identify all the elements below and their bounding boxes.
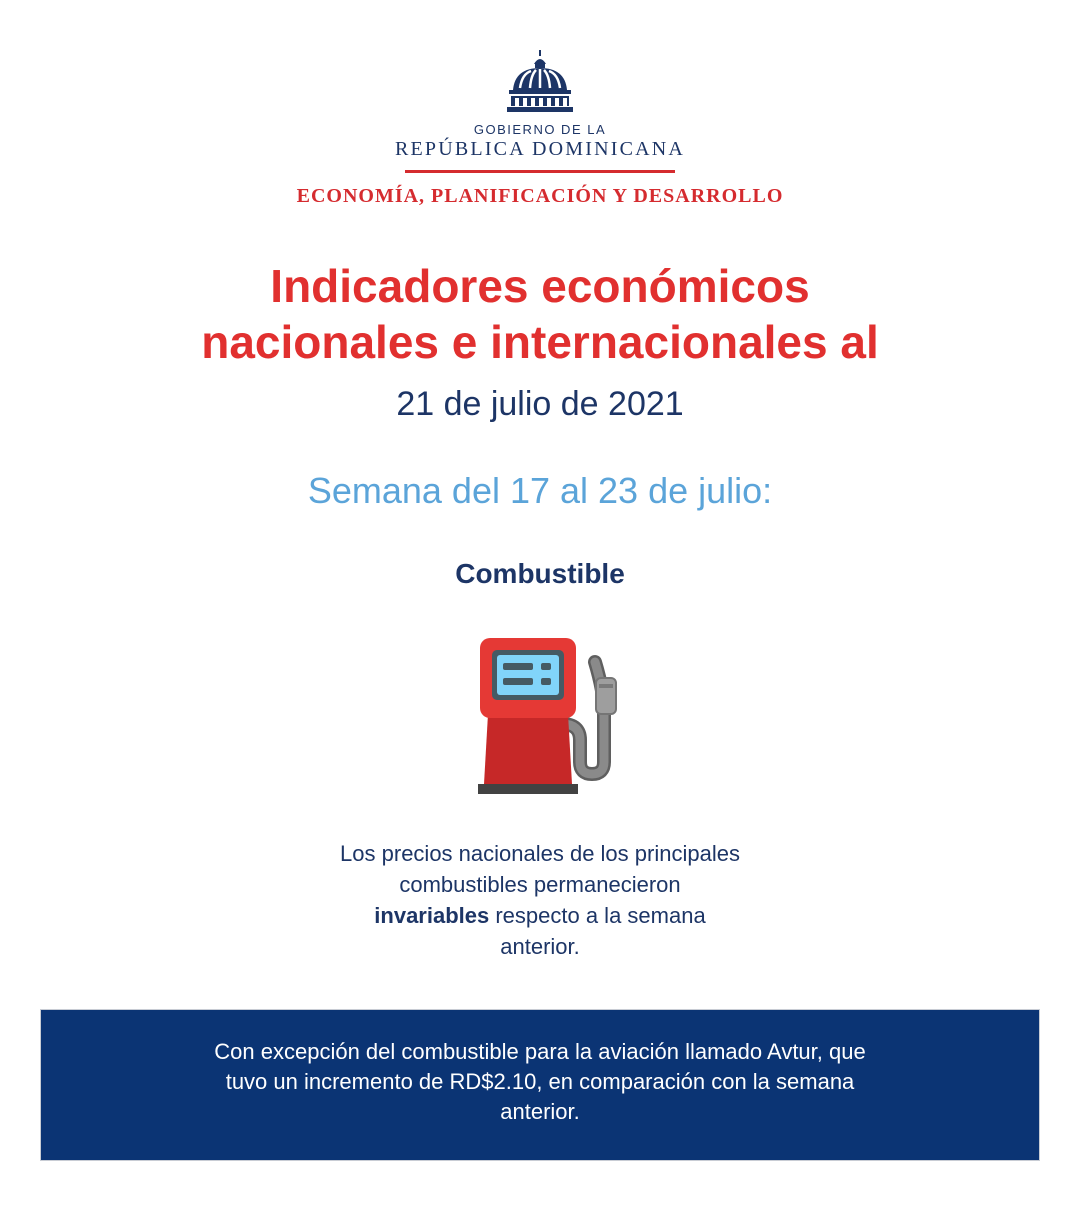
title-line-1: Indicadores económicos: [270, 260, 810, 312]
page-title: [0, 258, 1080, 370]
logo-divider: [405, 170, 675, 173]
banner-text: Con excepción del combustible para la aviación llamado Avtur, que tuvo un incremento de RD$2.10, en comparación con la semana anterior.: [214, 1039, 866, 1124]
ministry-name: ECONOMÍA, PLANIFICACIÓN Y DESARROLLO: [296, 185, 784, 207]
summary-part-1: Los precios nacionales de los principales combustibles permanecieron: [340, 841, 740, 897]
gov-line-1: GOBIERNO DE LA: [473, 122, 607, 137]
summary-part-2: respecto a la semana anterior.: [489, 903, 706, 959]
section-title: Combustible: [455, 558, 625, 589]
palacio-nacional-dome-icon: [505, 48, 575, 114]
summary-emphasis: invariables: [374, 903, 490, 928]
title-line-2: nacionales e internacionales al: [201, 316, 879, 368]
week-range: Semana del 17 al 23 de julio:: [307, 470, 773, 511]
fuel-pump-icon: [470, 632, 630, 800]
report-date: 21 de julio de 2021: [396, 385, 684, 423]
summary-text: [340, 838, 740, 962]
exception-banner: [40, 1009, 1040, 1161]
government-logo: [0, 48, 1080, 208]
gov-line-2: REPÚBLICA DOMINICANA: [394, 138, 686, 160]
